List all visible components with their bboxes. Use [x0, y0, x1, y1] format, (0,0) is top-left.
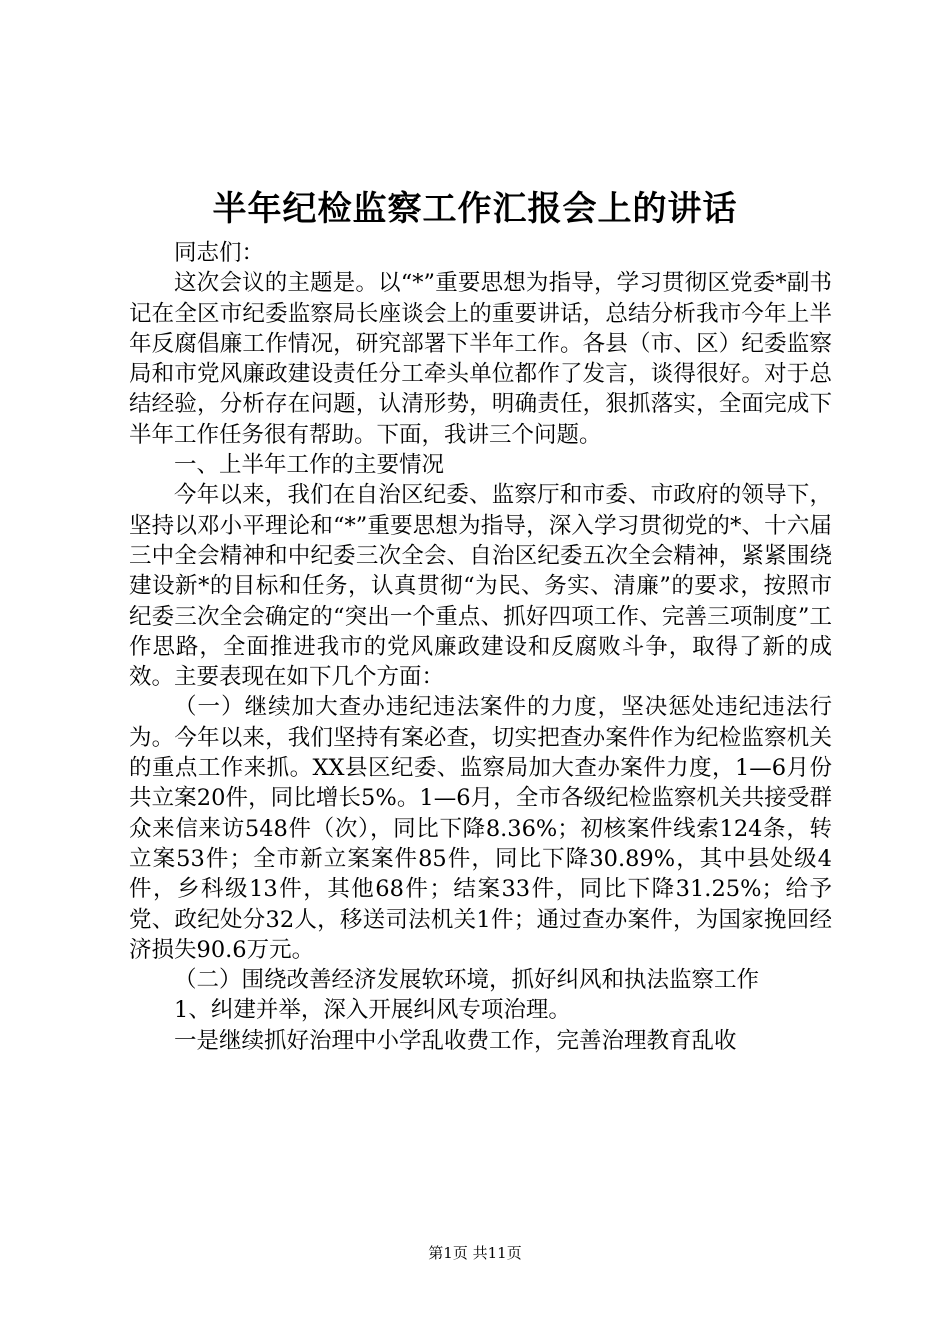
- section-heading-1: 一、上半年工作的主要情况: [174, 452, 445, 479]
- page-footer: 第1页 共11页: [428, 1244, 522, 1262]
- section-1-paragraph: 今年以来，我们在自治区纪委、监察厅和市委、市政府的领导下，坚持以邓小平理论和“*”重要思想为指导，深入学习贯彻党的*、十六届三中全会精神和中纪委三次全会、自治区纪委五次全会精神，紧紧围绕建设新*的目标和任务，认真贯彻“为民、务实、清廉”的要求，按照市纪委三次全会确定的“突出一个重点、抓好四项工作、完善三项制度”工作思路，全面推进我市的党风廉政建设和反腐败斗争，取得了新的成效。主要表现在如下几个方面：: [129, 482, 832, 691]
- item-1-paragraph: 一是继续抓好治理中小学乱收费工作，完善治理教育乱收: [174, 1027, 737, 1054]
- document-title: 半年纪检监察工作汇报会上的讲话: [212, 189, 738, 229]
- salutation: 同志们：: [174, 240, 265, 266]
- intro-paragraph: 这次会议的主题是。以“*”重要思想为指导，学习贯彻区党委*副书记在全区市纪委监察局长座谈会上的重要讲话，总结分析我市今年上半年反腐倡廉工作情况，研究部署下半年工作。各县（市、区）纪委监察局和市党风廉政建设责任分工牵头单位都作了发言，谈得很好。对于总结经验，分析存在问题，认清形势，明确责任，狠抓落实，全面完成下半年工作任务很有帮助。下面，我讲三个问题。: [129, 270, 832, 448]
- subsection-1-paragraph: （一）继续加大查办违纪违法案件的力度，坚决惩处违纪违法行为。今年以来，我们坚持有案必查，切实把查办案件作为纪检监察机关的重点工作来抓。XX县区纪委、监察局加大查办案件力度，1—6月份共立案20件，同比增长5%。1—6月，全市各级纪检监察机关共接受群众来信来访548件（次），同比下降8.36%；初核案件线索124条，转立案53件；全市新立案案件85件，同比下降30.89%，其中县处级4件，乡科级13件，其他68件；结案33件，同比下降31.25%；给予党、政纪处分32人，移送司法机关1件；通过查办案件，为国家挽回经济损失90.6万元。: [129, 694, 832, 963]
- item-1-heading: 1、纠建并举，深入开展纠风专项治理。: [174, 997, 571, 1024]
- subsection-2-heading: （二）围绕改善经济发展软环境，抓好纠风和执法监察工作: [174, 967, 760, 994]
- document-body: [129, 238, 832, 1056]
